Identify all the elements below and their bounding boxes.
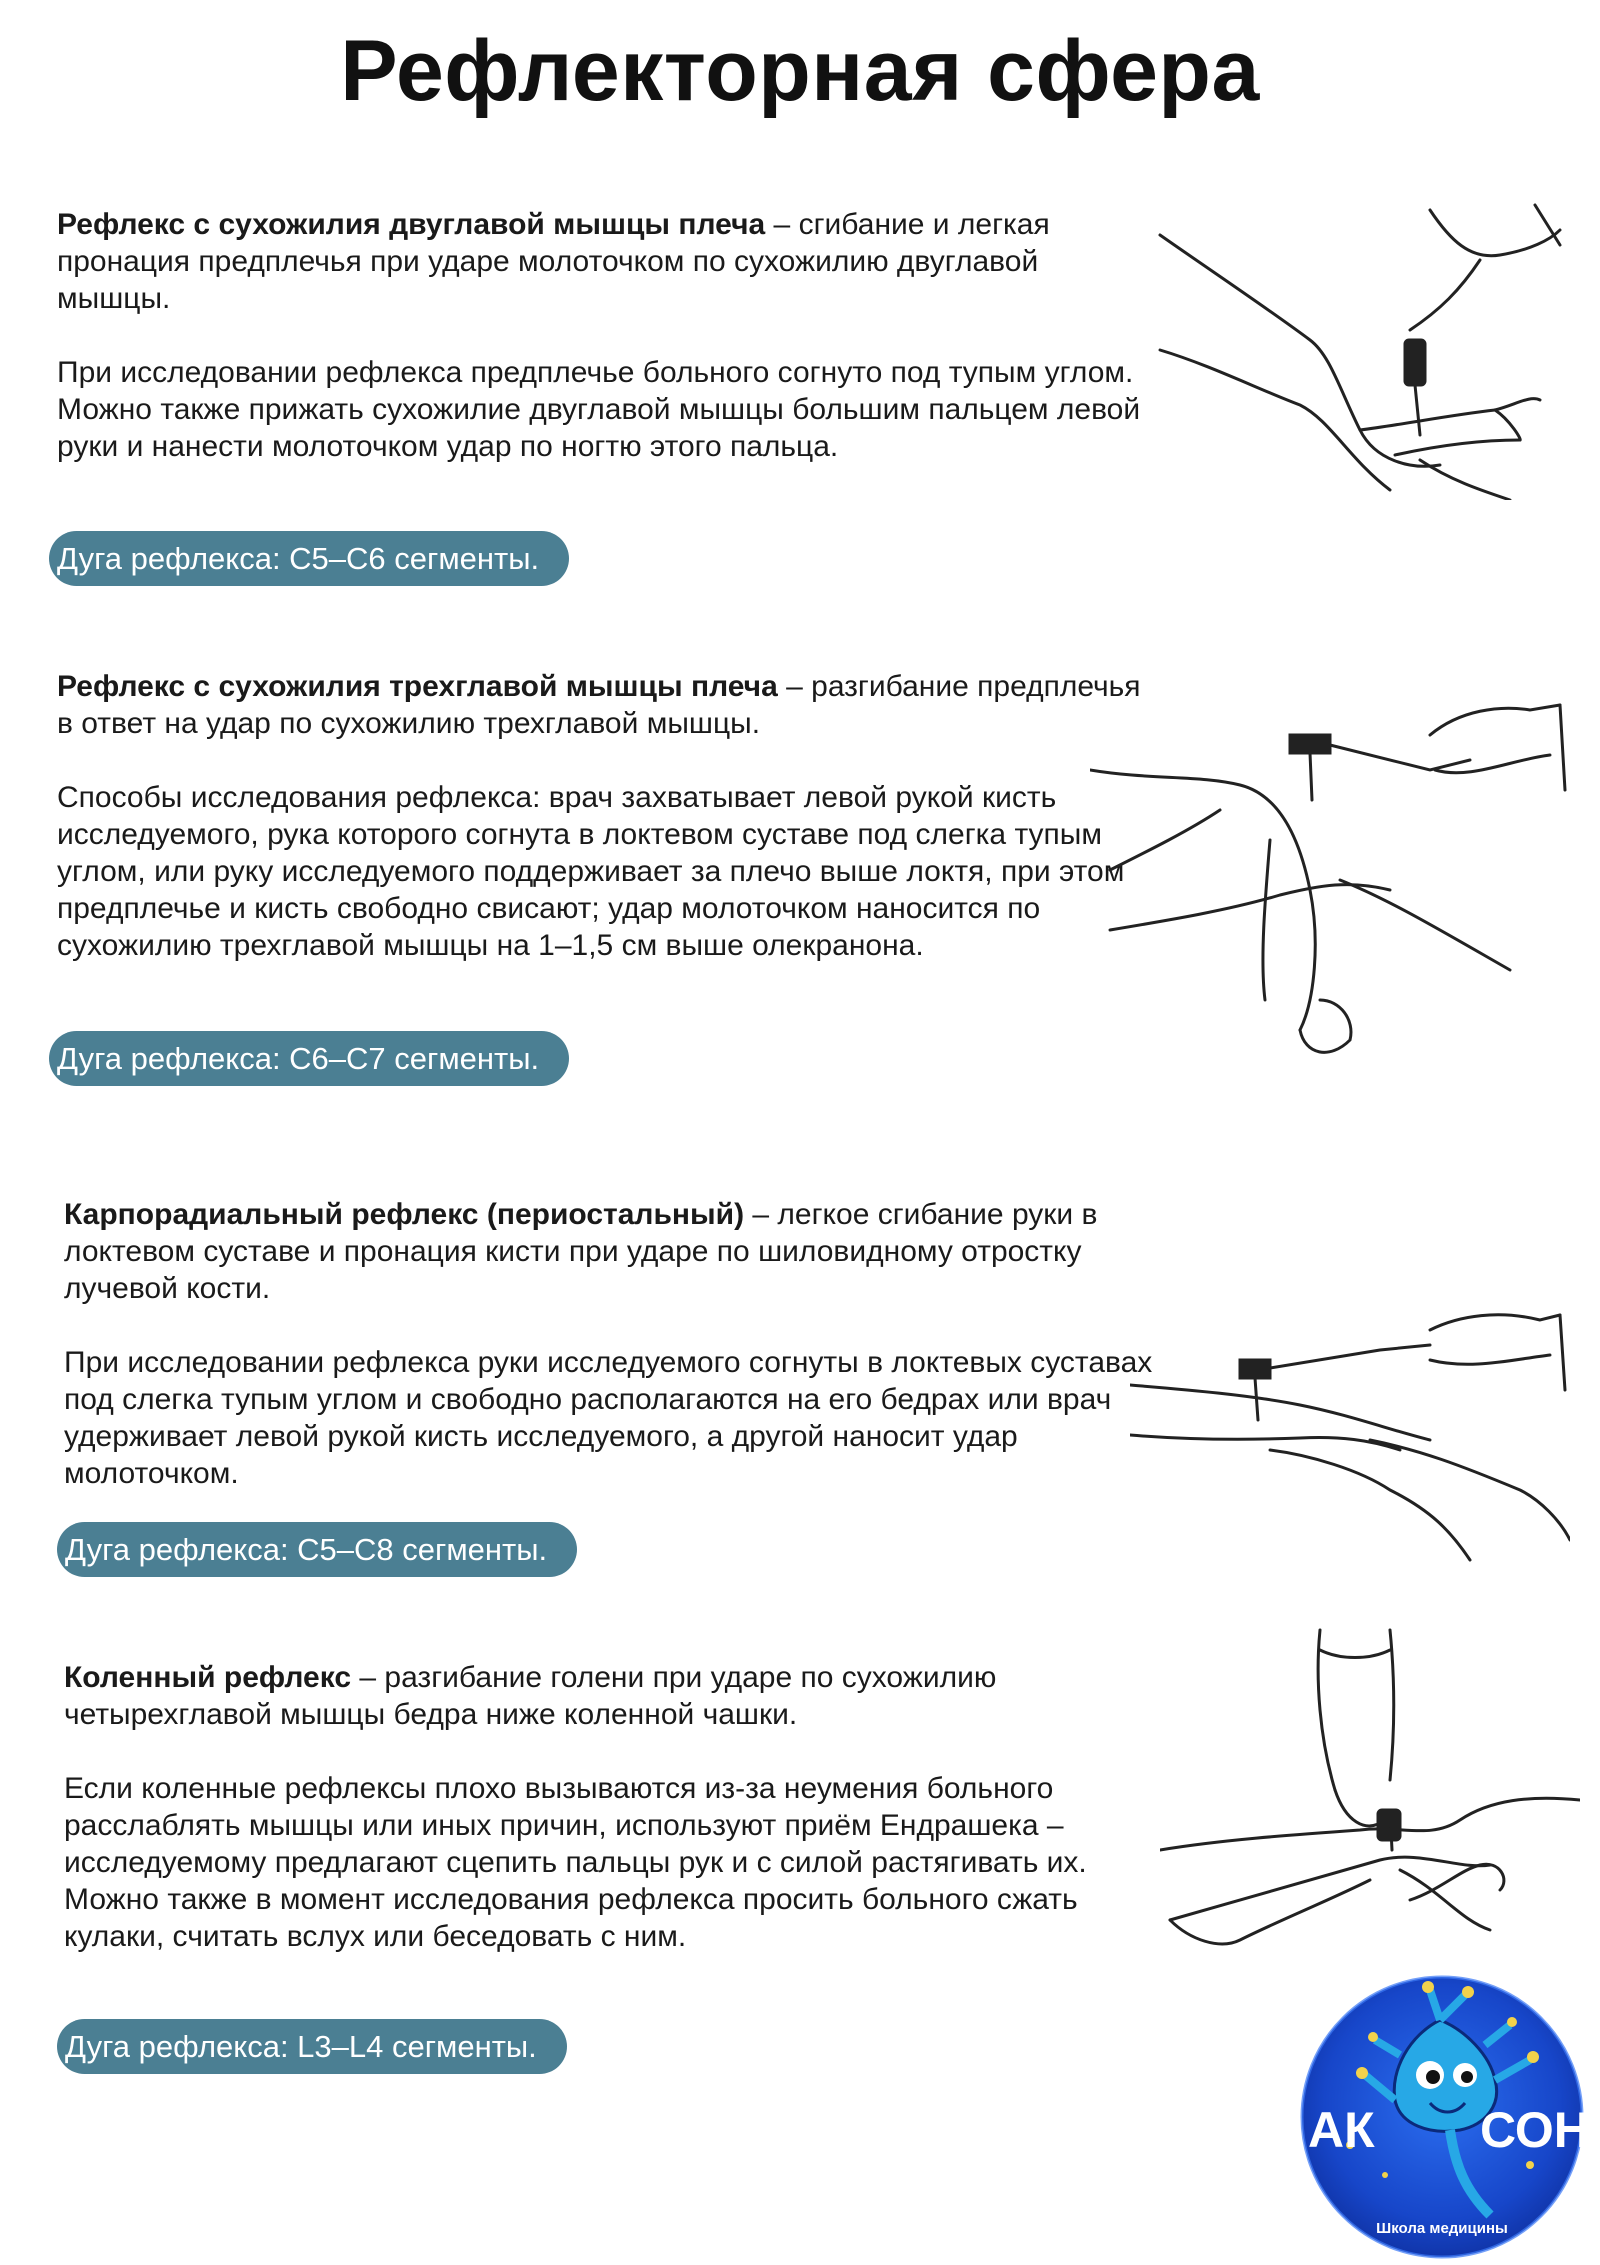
biceps-reflex-illustration <box>1150 200 1570 500</box>
reflex-section-biceps <box>57 206 1147 465</box>
reflex-definition: – разгибание голени при ударе по сухожилию четырехглавой мышцы бедра ниже коленной чашки. <box>64 1661 997 1731</box>
reflex-arc-badge: Дуга рефлекса: C6–C7 сегменты. <box>49 1031 569 1086</box>
reflex-definition: – легкое сгибание руки в локтевом суставе и пронация кисти при ударе по шиловидному отростку лучевой кости. <box>64 1198 1098 1305</box>
reflex-method: При исследовании рефлекса руки исследуемого согнуты в локтевых суставах под слегка тупым углом и свободно располагаются на его бедрах или врач удерживает левой рукой кисть исследуемого, а другой наносит удар молоточком. <box>64 1346 1153 1490</box>
reflex-method: Если коленные рефлексы плохо вызываются из-за неумения больного расслаблять мышцы или иных причин, используют приём Ендрашека – исследуемому предлагают сцепить пальцы рук и с силой растягивать их. Можно также в момент исследования рефлекса просить больного сжать кулаки, считать вслух или беседовать с ним. <box>64 1772 1087 1953</box>
reflex-section-carporadial <box>64 1196 1154 1492</box>
reflex-description <box>57 206 1147 317</box>
carporadial-reflex-illustration <box>1130 1290 1570 1570</box>
reflex-definition: – разгибание предплечья в ответ на удар по сухожилию трехглавой мышцы. <box>57 670 1141 740</box>
reflex-arc-badge: Дуга рефлекса: L3–L4 сегменты. <box>57 2019 567 2074</box>
reflex-definition: – сгибание и легкая пронация предплечья при ударе молоточком по сухожилию двуглавой мышцы. <box>57 208 1050 315</box>
logo-text-right: СОН <box>1480 2102 1590 2158</box>
reflex-description <box>64 1196 1154 1307</box>
reflex-arc-badge: Дуга рефлекса: C5–C6 сегменты. <box>49 531 569 586</box>
reflex-section-triceps <box>57 668 1147 964</box>
page-title: Рефлекторная сфера <box>340 23 1260 119</box>
logo-caption: Школа медицины <box>1376 2220 1508 2237</box>
reflex-name: Рефлекс с сухожилия трехглавой мышцы плеча <box>57 670 778 703</box>
reflex-description <box>64 1659 1154 1733</box>
reflex-name: Карпорадиальный рефлекс (периостальный) <box>64 1198 745 1231</box>
reflex-name: Рефлекс с сухожилия двуглавой мышцы плеча <box>57 208 766 241</box>
akson-logo <box>1290 1975 1595 2260</box>
reflex-method: При исследовании рефлекса предплечье больного согнуто под тупым углом. Можно также прижать сухожилие двуглавой мышцы большим пальцем левой руки и нанести молоточком удар по ногтю этого пальца. <box>57 356 1141 463</box>
reflex-section-knee <box>64 1659 1154 1955</box>
reflex-description <box>57 668 1147 742</box>
reflex-arc-badge: Дуга рефлекса: C5–C8 сегменты. <box>57 1522 577 1577</box>
reflex-method: Способы исследования рефлекса: врач захватывает левой рукой кисть исследуемого, рука которого согнута в локтевом суставе под слегка тупым углом, или руку исследуемого поддерживает за плечо выше локтя, при этом предплечье и кисть свободно свисают; удар молоточком наносится по сухожилию трехглавой мышцы на 1–1,5 см выше олекранона. <box>57 781 1125 962</box>
triceps-reflex-illustration <box>1090 700 1570 1080</box>
knee-reflex-illustration <box>1160 1620 1580 1980</box>
reflex-name: Коленный рефлекс <box>64 1661 352 1694</box>
logo-text-left: АК <box>1308 2102 1375 2158</box>
